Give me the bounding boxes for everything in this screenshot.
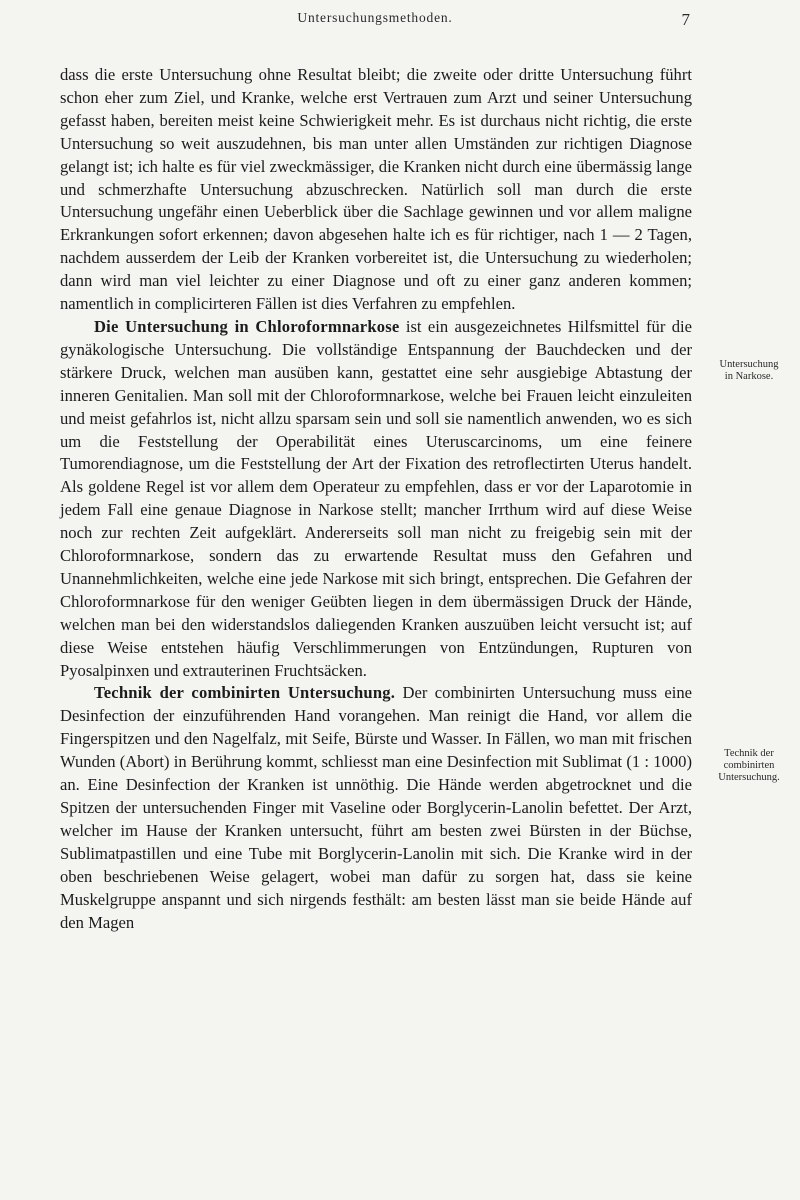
running-title: Untersuchungsmethoden. [297,10,453,25]
margin-note-narkose-line-2: in Narkose. [724,371,774,382]
paragraph-chloroform-narkose [60,316,692,683]
margin-note-narkose-line-1: Untersuchung [719,359,779,370]
margin-note-narkose [700,359,798,383]
paragraph-technik [60,682,692,934]
margin-note-technik-line-1: Technik der [724,748,774,759]
margin-note-technik-line-2: combinirten [723,760,775,771]
paragraph-intro: dass die erste Untersuchung ohne Resultat bleibt; die zweite oder dritte Untersuchung führt schon eher zum Ziel, und Kranke, welche erst Vertrauen zum Arzt und seiner Untersuchung gefasst haben, bereiten meist keine Schwierigkeit mehr. Es ist durchaus nicht richtig, die erste Untersuchung so weit auszudehnen, bis man unter allen Umständen zur richtigen Diagnose gelangt ist; ich halte es für viel zweckmässiger, die Kranken nicht durch eine übermässig lange und schmerzhafte Untersuchung abzuschrecken. Natürlich soll man durch die erste Untersuchung ungefähr einen Ueberblick über die Sachlage gewinnen und vor allem maligne Erkrankungen sofort erkennen; davon abgesehen halte ich es für richtiger, nach 1 — 2 Tagen, nachdem ausserdem der Leib der Kranken vorbereitet ist, die Untersuchung zu wiederholen; dann wird man viel leichter zu einer Diagnose und oft zu einer ganz anderen kommen; namentlich in complicirteren Fällen ist dies Verfahren zu empfehlen. [60,65,692,314]
margin-note-technik-line-3: Untersuchung. [718,772,780,783]
section-heading-chloroform-narkose: Die Untersuchung in Chloroformnarkose [94,316,400,336]
page-number: 7 [681,10,690,29]
paragraph-technik-text: Der combinirten Untersuchung muss eine Desinfection der einzuführenden Hand vorangehen. Man reinigt die Hand, vor allem die Fingerspitzen und den Nagelfalz, mit Seife, Bürste und Wasser. In Fällen, wo man mit frischen Wunden (Abort) in Berührung kommt, schliesst man eine Desinfection mit Sublimat (1 : 1000) an. Eine Desinfection der Kranken ist unnöthig. Die Hände werden abgetrocknet und die Spitzen der untersuchenden Finger mit Vaseline oder Borglycerin-Lanolin befettet. Der Arzt, welcher im Hause der Kranken untersucht, führt am besten zwei Bürsten in der Büchse, Sublimatpastillen und eine Tube mit Borglycerin-Lanolin mit sich. Die Kranke wird in der oben beschriebenen Weise gelagert, wobei man dafür zu sorgen hat, dass sie keine Muskelgruppe anspannt und sich nirgends festhält: am besten lässt man sie beide Hände auf den Magen [60,683,692,932]
running-header [60,10,690,32]
body-text [60,64,692,934]
margin-note-technik [700,748,798,784]
paragraph-chloroform-narkose-text: ist ein ausgezeichnetes Hilfsmittel für die gynäkologische Untersuchung. Die vollständige Entspannung der Bauchdecken und der stärkere Druck, welchen man ausüben kann, gestattet eine sehr ausgiebige Abtastung der inneren Genitalien. Man soll mit der Chloroformnarkose, welche bei Frauen leicht einzuleiten und meist gefahrlos ist, nicht allzu sparsam sein und soll sie namentlich anwenden, wo es sich um die Feststellung der Operabilität eines Uteruscarcinoms, um eine feinere Tumorendiagnose, um die Feststellung der Art der Fixation des retroflectirten Uterus handelt. Als goldene Regel ist vor allem dem Operateur zu empfehlen, dass er vor der Laparotomie in jedem Fall eine genaue Diagnose in Narkose stellt; mancher Irrthum wird auf diese Weise noch zur rechten Zeit aufgeklärt. Andererseits soll man nicht zu freigebig sein mit der Chloroformnarkose, sondern das zu erwartende Resultat muss den Gefahren und Unannehmlichkeiten, welche eine jede Narkose mit sich bringt, entsprechen. Die Gefahren der Chloroformnarkose für den weniger Geübten liegen in dem übermässigen Druck der Hände, welchen man bei den widerstandslos daliegenden Kranken auszuüben leicht versucht ist; auf diese Weise entstehen häufig Verschlimmerungen von Entzündungen, Rupturen von Pyosalpinxen und extrauterinen Fruchtsäcken. [60,316,692,680]
section-heading-technik: Technik der combinirten Untersuchung. [94,683,396,703]
